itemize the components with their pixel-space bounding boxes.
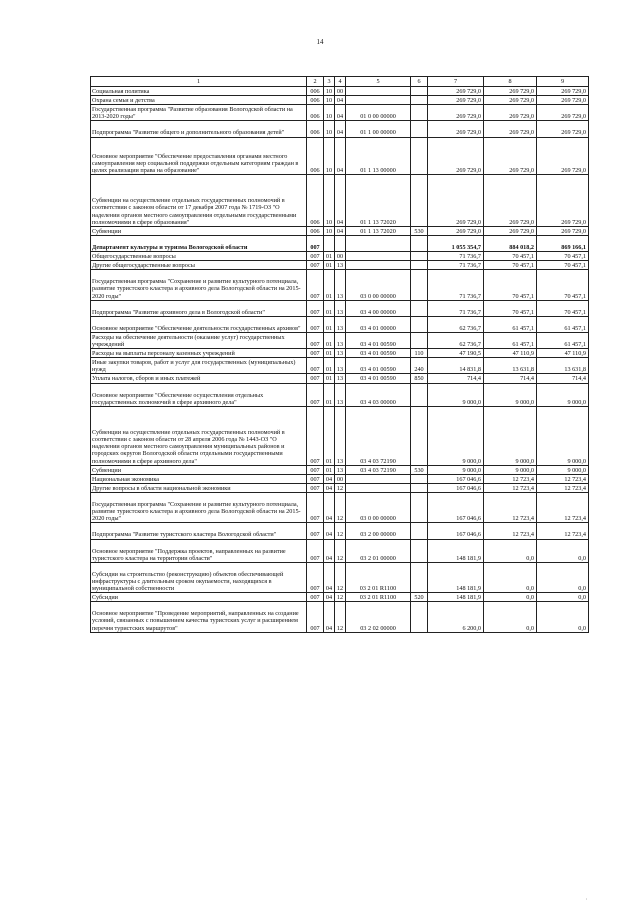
amount-cell-col8: 70 457,1 bbox=[484, 270, 537, 300]
section-code-cell: 01 bbox=[324, 406, 335, 465]
amount-cell-col7: 269 729,0 bbox=[428, 226, 484, 235]
section-code-cell: 04 bbox=[324, 593, 335, 602]
table-row bbox=[91, 270, 589, 300]
ministry-code-cell: 007 bbox=[307, 332, 324, 348]
amount-cell-col8: 12 723,4 bbox=[484, 492, 537, 522]
column-header: 5 bbox=[346, 77, 411, 87]
subsection-code-cell: 04 bbox=[335, 105, 346, 121]
table-row bbox=[91, 252, 589, 261]
section-code-cell: 01 bbox=[324, 349, 335, 358]
row-name-cell: Другие общегосударственные вопросы bbox=[91, 261, 307, 270]
ministry-code-cell: 007 bbox=[307, 261, 324, 270]
ministry-code-cell: 007 bbox=[307, 316, 324, 332]
amount-cell-col7: 269 729,0 bbox=[428, 105, 484, 121]
target-article-cell: 03 2 01 R1100 bbox=[346, 562, 411, 592]
target-article-cell: 01 1 13 72020 bbox=[346, 226, 411, 235]
target-article-cell: 03 4 03 72190 bbox=[346, 406, 411, 465]
amount-cell-col9: 714,4 bbox=[537, 374, 589, 383]
ministry-code-cell: 007 bbox=[307, 474, 324, 483]
column-header: 3 bbox=[324, 77, 335, 87]
ministry-code-cell: 007 bbox=[307, 349, 324, 358]
amount-cell-col7: 9 000,0 bbox=[428, 406, 484, 465]
amount-cell-col9: 269 729,0 bbox=[537, 137, 589, 175]
table-row bbox=[91, 593, 589, 602]
expense-type-cell bbox=[411, 523, 428, 539]
amount-cell-col7: 167 046,6 bbox=[428, 474, 484, 483]
table-row bbox=[91, 358, 589, 374]
expense-type-cell bbox=[411, 252, 428, 261]
target-article-cell: 03 4 03 72190 bbox=[346, 465, 411, 474]
amount-cell-col7: 269 729,0 bbox=[428, 175, 484, 227]
amount-cell-col7: 62 736,7 bbox=[428, 332, 484, 348]
column-header: 9 bbox=[537, 77, 589, 87]
amount-cell-col8: 884 018,2 bbox=[484, 235, 537, 251]
amount-cell-col9: 269 729,0 bbox=[537, 175, 589, 227]
row-name-cell: Иные закупки товаров, работ и услуг для государственных (муниципальных) нужд bbox=[91, 358, 307, 374]
target-article-cell bbox=[346, 483, 411, 492]
row-name-cell: Государственная программа "Развитие образования Вологодской области на 2013-2020 годы" bbox=[91, 105, 307, 121]
section-code-cell: 04 bbox=[324, 474, 335, 483]
column-header: 6 bbox=[411, 77, 428, 87]
budget-table bbox=[90, 76, 589, 633]
amount-cell-col7: 167 046,6 bbox=[428, 483, 484, 492]
expense-type-cell: 520 bbox=[411, 593, 428, 602]
subsection-code-cell: 12 bbox=[335, 602, 346, 632]
page-number: 14 bbox=[316, 38, 324, 46]
row-name-cell: Другие вопросы в области национальной экономики bbox=[91, 483, 307, 492]
table-row bbox=[91, 483, 589, 492]
amount-cell-col9: 869 166,1 bbox=[537, 235, 589, 251]
ministry-code-cell: 007 bbox=[307, 539, 324, 562]
ministry-code-cell: 007 bbox=[307, 252, 324, 261]
scan-mark: , bbox=[586, 896, 588, 901]
section-code-cell bbox=[324, 235, 335, 251]
table-row bbox=[91, 261, 589, 270]
amount-cell-col9: 47 110,9 bbox=[537, 349, 589, 358]
row-name-cell: Основное мероприятие "Обеспечение деятельности государственных архивов" bbox=[91, 316, 307, 332]
target-article-cell: 03 0 00 00000 bbox=[346, 270, 411, 300]
amount-cell-col7: 62 736,7 bbox=[428, 316, 484, 332]
table-row bbox=[91, 175, 589, 227]
amount-cell-col9: 61 457,1 bbox=[537, 332, 589, 348]
ministry-code-cell: 007 bbox=[307, 465, 324, 474]
amount-cell-col7: 148 181,9 bbox=[428, 593, 484, 602]
target-article-cell: 03 4 03 00000 bbox=[346, 383, 411, 406]
expense-type-cell bbox=[411, 87, 428, 96]
ministry-code-cell: 006 bbox=[307, 137, 324, 175]
expense-type-cell: 850 bbox=[411, 374, 428, 383]
target-article-cell: 03 4 01 00590 bbox=[346, 332, 411, 348]
expense-type-cell bbox=[411, 96, 428, 105]
section-code-cell: 04 bbox=[324, 492, 335, 522]
target-article-cell: 03 2 01 R1100 bbox=[346, 593, 411, 602]
row-name-cell: Субсидии bbox=[91, 593, 307, 602]
ministry-code-cell: 007 bbox=[307, 562, 324, 592]
column-header: 4 bbox=[335, 77, 346, 87]
subsection-code-cell: 13 bbox=[335, 332, 346, 348]
row-name-cell: Субвенции на осуществление отдельных государственных полномочий в соответствии с законом области от 17 декабря 2007 года № 1719-ОЗ "О наделении органов местного самоуправления отдельными государственными полномочиями в сфере образования" bbox=[91, 175, 307, 227]
ministry-code-cell: 007 bbox=[307, 492, 324, 522]
target-article-cell bbox=[346, 96, 411, 105]
amount-cell-col9: 70 457,1 bbox=[537, 270, 589, 300]
column-header: 2 bbox=[307, 77, 324, 87]
column-header: 1 bbox=[91, 77, 307, 87]
ministry-code-cell: 006 bbox=[307, 175, 324, 227]
ministry-code-cell: 006 bbox=[307, 226, 324, 235]
section-code-cell: 10 bbox=[324, 226, 335, 235]
amount-cell-col8: 269 729,0 bbox=[484, 87, 537, 96]
row-name-cell: Субвенции bbox=[91, 226, 307, 235]
target-article-cell: 01 0 00 00000 bbox=[346, 105, 411, 121]
section-code-cell: 10 bbox=[324, 175, 335, 227]
section-code-cell: 04 bbox=[324, 483, 335, 492]
amount-cell-col8: 12 723,4 bbox=[484, 483, 537, 492]
target-article-cell bbox=[346, 87, 411, 96]
amount-cell-col9: 9 000,0 bbox=[537, 465, 589, 474]
expense-type-cell: 530 bbox=[411, 226, 428, 235]
subsection-code-cell: 00 bbox=[335, 474, 346, 483]
amount-cell-col8: 269 729,0 bbox=[484, 121, 537, 137]
table-row bbox=[91, 105, 589, 121]
amount-cell-col9: 12 723,4 bbox=[537, 483, 589, 492]
table-row bbox=[91, 539, 589, 562]
target-article-cell: 03 4 00 00000 bbox=[346, 300, 411, 316]
row-name-cell: Департамент культуры и туризма Вологодской области bbox=[91, 235, 307, 251]
ministry-code-cell: 007 bbox=[307, 483, 324, 492]
target-article-cell: 03 4 01 00590 bbox=[346, 358, 411, 374]
amount-cell-col8: 70 457,1 bbox=[484, 300, 537, 316]
row-name-cell: Субсидии на строительство (реконструкцию) объектов обеспечивающей инфраструктуры с длительным сроком окупаемости, находящихся в муниципальной собственности bbox=[91, 562, 307, 592]
expense-type-cell bbox=[411, 483, 428, 492]
amount-cell-col7: 148 181,9 bbox=[428, 539, 484, 562]
subsection-code-cell: 13 bbox=[335, 374, 346, 383]
section-code-cell: 01 bbox=[324, 252, 335, 261]
section-code-cell: 01 bbox=[324, 332, 335, 348]
expense-type-cell bbox=[411, 383, 428, 406]
table-row bbox=[91, 96, 589, 105]
table-row bbox=[91, 137, 589, 175]
table-row bbox=[91, 374, 589, 383]
amount-cell-col9: 61 457,1 bbox=[537, 316, 589, 332]
section-code-cell: 10 bbox=[324, 137, 335, 175]
amount-cell-col7: 714,4 bbox=[428, 374, 484, 383]
amount-cell-col8: 70 457,1 bbox=[484, 252, 537, 261]
subsection-code-cell: 04 bbox=[335, 175, 346, 227]
expense-type-cell bbox=[411, 261, 428, 270]
table-row bbox=[91, 226, 589, 235]
row-name-cell: Социальная политика bbox=[91, 87, 307, 96]
ministry-code-cell: 007 bbox=[307, 383, 324, 406]
table-header-row bbox=[91, 77, 589, 87]
amount-cell-col9: 269 729,0 bbox=[537, 87, 589, 96]
target-article-cell bbox=[346, 235, 411, 251]
amount-cell-col8: 269 729,0 bbox=[484, 175, 537, 227]
amount-cell-col7: 71 736,7 bbox=[428, 270, 484, 300]
expense-type-cell bbox=[411, 602, 428, 632]
section-code-cell: 04 bbox=[324, 539, 335, 562]
expense-type-cell bbox=[411, 300, 428, 316]
section-code-cell: 01 bbox=[324, 374, 335, 383]
amount-cell-col9: 269 729,0 bbox=[537, 105, 589, 121]
subsection-code-cell: 13 bbox=[335, 349, 346, 358]
amount-cell-col9: 12 723,4 bbox=[537, 474, 589, 483]
expense-type-cell: 110 bbox=[411, 349, 428, 358]
section-code-cell: 10 bbox=[324, 96, 335, 105]
subsection-code-cell: 04 bbox=[335, 137, 346, 175]
amount-cell-col7: 269 729,0 bbox=[428, 96, 484, 105]
amount-cell-col7: 9 000,0 bbox=[428, 383, 484, 406]
section-code-cell: 01 bbox=[324, 261, 335, 270]
section-code-cell: 01 bbox=[324, 316, 335, 332]
amount-cell-col7: 269 729,0 bbox=[428, 137, 484, 175]
expense-type-cell bbox=[411, 175, 428, 227]
section-code-cell: 01 bbox=[324, 270, 335, 300]
ministry-code-cell: 007 bbox=[307, 602, 324, 632]
section-code-cell: 01 bbox=[324, 383, 335, 406]
ministry-code-cell: 007 bbox=[307, 300, 324, 316]
amount-cell-col9: 269 729,0 bbox=[537, 121, 589, 137]
subsection-code-cell: 04 bbox=[335, 96, 346, 105]
amount-cell-col9: 9 000,0 bbox=[537, 383, 589, 406]
section-code-cell: 04 bbox=[324, 562, 335, 592]
amount-cell-col9: 13 631,8 bbox=[537, 358, 589, 374]
subsection-code-cell: 13 bbox=[335, 316, 346, 332]
ministry-code-cell: 007 bbox=[307, 270, 324, 300]
amount-cell-col7: 71 736,7 bbox=[428, 252, 484, 261]
amount-cell-col9: 0,0 bbox=[537, 593, 589, 602]
row-name-cell: Государственная программа "Сохранение и развитие культурного потенциала, развитие туристского кластера и архивного дела Вологодской области на 2015-2020 годы" bbox=[91, 270, 307, 300]
column-header: 7 bbox=[428, 77, 484, 87]
amount-cell-col9: 0,0 bbox=[537, 602, 589, 632]
row-name-cell: Уплата налогов, сборов и иных платежей bbox=[91, 374, 307, 383]
table-row bbox=[91, 492, 589, 522]
row-name-cell: Общегосударственные вопросы bbox=[91, 252, 307, 261]
expense-type-cell bbox=[411, 121, 428, 137]
amount-cell-col9: 0,0 bbox=[537, 562, 589, 592]
row-name-cell: Основное мероприятие "Поддержка проектов, направленных на развитие туристского кластера на территории области" bbox=[91, 539, 307, 562]
table-row bbox=[91, 406, 589, 465]
amount-cell-col8: 269 729,0 bbox=[484, 105, 537, 121]
amount-cell-col8: 0,0 bbox=[484, 539, 537, 562]
amount-cell-col9: 12 723,4 bbox=[537, 492, 589, 522]
target-article-cell: 03 2 01 00000 bbox=[346, 539, 411, 562]
amount-cell-col8: 61 457,1 bbox=[484, 332, 537, 348]
subsection-code-cell: 12 bbox=[335, 483, 346, 492]
subsection-code-cell: 13 bbox=[335, 465, 346, 474]
section-code-cell: 10 bbox=[324, 105, 335, 121]
amount-cell-col8: 9 000,0 bbox=[484, 465, 537, 474]
subsection-code-cell bbox=[335, 235, 346, 251]
row-name-cell: Основное мероприятие "Проведение мероприятий, направленных на создание условий, связанных с повышением качества туристских услуг и расширением перечня туристских маршрутов" bbox=[91, 602, 307, 632]
ministry-code-cell: 006 bbox=[307, 121, 324, 137]
expense-type-cell bbox=[411, 270, 428, 300]
table-row bbox=[91, 87, 589, 96]
row-name-cell: Охрана семьи и детства bbox=[91, 96, 307, 105]
target-article-cell: 03 2 00 00000 bbox=[346, 523, 411, 539]
target-article-cell: 03 0 00 00000 bbox=[346, 492, 411, 522]
amount-cell-col7: 269 729,0 bbox=[428, 121, 484, 137]
table-row bbox=[91, 349, 589, 358]
target-article-cell: 03 4 01 00590 bbox=[346, 374, 411, 383]
expense-type-cell bbox=[411, 492, 428, 522]
expense-type-cell bbox=[411, 316, 428, 332]
expense-type-cell bbox=[411, 406, 428, 465]
subsection-code-cell: 13 bbox=[335, 358, 346, 374]
amount-cell-col8: 9 000,0 bbox=[484, 383, 537, 406]
row-name-cell: Государственная программа "Сохранение и развитие культурного потенциала, развитие туристского кластера и архивного дела Вологодской области на 2015-2020 годы" bbox=[91, 492, 307, 522]
amount-cell-col8: 0,0 bbox=[484, 593, 537, 602]
subsection-code-cell: 12 bbox=[335, 593, 346, 602]
amount-cell-col9: 269 729,0 bbox=[537, 226, 589, 235]
subsection-code-cell: 13 bbox=[335, 383, 346, 406]
target-article-cell: 01 1 13 00000 bbox=[346, 137, 411, 175]
section-code-cell: 01 bbox=[324, 358, 335, 374]
target-article-cell: 03 4 01 00590 bbox=[346, 349, 411, 358]
section-code-cell: 01 bbox=[324, 465, 335, 474]
target-article-cell bbox=[346, 261, 411, 270]
ministry-code-cell: 006 bbox=[307, 87, 324, 96]
amount-cell-col8: 12 723,4 bbox=[484, 523, 537, 539]
amount-cell-col9: 269 729,0 bbox=[537, 96, 589, 105]
expense-type-cell bbox=[411, 137, 428, 175]
table-row bbox=[91, 300, 589, 316]
amount-cell-col8: 61 457,1 bbox=[484, 316, 537, 332]
subsection-code-cell: 12 bbox=[335, 539, 346, 562]
section-code-cell: 04 bbox=[324, 602, 335, 632]
amount-cell-col8: 13 631,8 bbox=[484, 358, 537, 374]
table-row bbox=[91, 602, 589, 632]
subsection-code-cell: 00 bbox=[335, 252, 346, 261]
subsection-code-cell: 13 bbox=[335, 406, 346, 465]
table-row bbox=[91, 562, 589, 592]
section-code-cell: 04 bbox=[324, 523, 335, 539]
amount-cell-col9: 12 723,4 bbox=[537, 523, 589, 539]
ministry-code-cell: 007 bbox=[307, 235, 324, 251]
expense-type-cell bbox=[411, 105, 428, 121]
subsection-code-cell: 13 bbox=[335, 261, 346, 270]
amount-cell-col7: 14 831,8 bbox=[428, 358, 484, 374]
row-name-cell: Субвенции на осуществление отдельных государственных полномочий в соответствии с законом области от 28 апреля 2006 года № 1443-ОЗ "О наделении органов местного самоуправления муниципальных районов и городских округов Вологодской области отдельными государственными полномочиями в сфере архивного дела" bbox=[91, 406, 307, 465]
table-row bbox=[91, 465, 589, 474]
amount-cell-col7: 167 046,6 bbox=[428, 523, 484, 539]
amount-cell-col7: 1 055 354,7 bbox=[428, 235, 484, 251]
amount-cell-col7: 6 200,0 bbox=[428, 602, 484, 632]
target-article-cell: 01 1 00 00000 bbox=[346, 121, 411, 137]
amount-cell-col8: 70 457,1 bbox=[484, 261, 537, 270]
amount-cell-col8: 12 723,4 bbox=[484, 474, 537, 483]
row-name-cell: Расходы на выплаты персоналу казенных учреждений bbox=[91, 349, 307, 358]
amount-cell-col7: 9 000,0 bbox=[428, 465, 484, 474]
amount-cell-col7: 167 046,6 bbox=[428, 492, 484, 522]
amount-cell-col7: 47 190,5 bbox=[428, 349, 484, 358]
amount-cell-col8: 47 110,9 bbox=[484, 349, 537, 358]
amount-cell-col8: 269 729,0 bbox=[484, 96, 537, 105]
amount-cell-col8: 269 729,0 bbox=[484, 226, 537, 235]
amount-cell-col9: 70 457,1 bbox=[537, 300, 589, 316]
subsection-code-cell: 12 bbox=[335, 492, 346, 522]
ministry-code-cell: 007 bbox=[307, 593, 324, 602]
amount-cell-col9: 70 457,1 bbox=[537, 252, 589, 261]
amount-cell-col7: 71 736,7 bbox=[428, 300, 484, 316]
subsection-code-cell: 12 bbox=[335, 523, 346, 539]
target-article-cell bbox=[346, 252, 411, 261]
row-name-cell: Национальная экономика bbox=[91, 474, 307, 483]
target-article-cell bbox=[346, 474, 411, 483]
subsection-code-cell: 04 bbox=[335, 226, 346, 235]
expense-type-cell bbox=[411, 539, 428, 562]
row-name-cell: Субвенции bbox=[91, 465, 307, 474]
table-row bbox=[91, 316, 589, 332]
row-name-cell: Подпрограмма "Развитие архивного дела в Вологодской области" bbox=[91, 300, 307, 316]
subsection-code-cell: 13 bbox=[335, 270, 346, 300]
amount-cell-col7: 71 736,7 bbox=[428, 261, 484, 270]
ministry-code-cell: 006 bbox=[307, 96, 324, 105]
table-row bbox=[91, 474, 589, 483]
subsection-code-cell: 12 bbox=[335, 562, 346, 592]
amount-cell-col9: 9 000,0 bbox=[537, 406, 589, 465]
expense-type-cell: 240 bbox=[411, 358, 428, 374]
table-row bbox=[91, 235, 589, 251]
expense-type-cell bbox=[411, 562, 428, 592]
amount-cell-col8: 714,4 bbox=[484, 374, 537, 383]
subsection-code-cell: 04 bbox=[335, 121, 346, 137]
amount-cell-col8: 0,0 bbox=[484, 602, 537, 632]
row-name-cell: Подпрограмма "Развитие общего и дополнительного образования детей" bbox=[91, 121, 307, 137]
amount-cell-col8: 9 000,0 bbox=[484, 406, 537, 465]
expense-type-cell bbox=[411, 332, 428, 348]
ministry-code-cell: 007 bbox=[307, 523, 324, 539]
subsection-code-cell: 00 bbox=[335, 87, 346, 96]
table-row bbox=[91, 523, 589, 539]
row-name-cell: Расходы на обеспечение деятельности (оказание услуг) государственных учреждений bbox=[91, 332, 307, 348]
ministry-code-cell: 007 bbox=[307, 406, 324, 465]
row-name-cell: Основное мероприятие "Обеспечение предоставления органами местного самоуправления мер социальной поддержки отдельным категориям граждан в целях реализации права на образование" bbox=[91, 137, 307, 175]
expense-type-cell bbox=[411, 235, 428, 251]
amount-cell-col9: 70 457,1 bbox=[537, 261, 589, 270]
target-article-cell: 01 1 13 72020 bbox=[346, 175, 411, 227]
amount-cell-col8: 0,0 bbox=[484, 562, 537, 592]
expense-type-cell bbox=[411, 474, 428, 483]
subsection-code-cell: 13 bbox=[335, 300, 346, 316]
section-code-cell: 10 bbox=[324, 121, 335, 137]
row-name-cell: Основное мероприятие "Обеспечение осуществления отдельных государственных полномочий в сфере архивного дела" bbox=[91, 383, 307, 406]
target-article-cell: 03 2 02 00000 bbox=[346, 602, 411, 632]
section-code-cell: 10 bbox=[324, 87, 335, 96]
section-code-cell: 01 bbox=[324, 300, 335, 316]
table-row bbox=[91, 383, 589, 406]
amount-cell-col7: 148 181,9 bbox=[428, 562, 484, 592]
column-header: 8 bbox=[484, 77, 537, 87]
ministry-code-cell: 007 bbox=[307, 374, 324, 383]
ministry-code-cell: 006 bbox=[307, 105, 324, 121]
amount-cell-col9: 0,0 bbox=[537, 539, 589, 562]
expense-type-cell: 530 bbox=[411, 465, 428, 474]
target-article-cell: 03 4 01 00000 bbox=[346, 316, 411, 332]
ministry-code-cell: 007 bbox=[307, 358, 324, 374]
table-row bbox=[91, 332, 589, 348]
table-row bbox=[91, 121, 589, 137]
amount-cell-col7: 269 729,0 bbox=[428, 87, 484, 96]
amount-cell-col8: 269 729,0 bbox=[484, 137, 537, 175]
row-name-cell: Подпрограмма "Развитие туристского кластера Вологодской области" bbox=[91, 523, 307, 539]
